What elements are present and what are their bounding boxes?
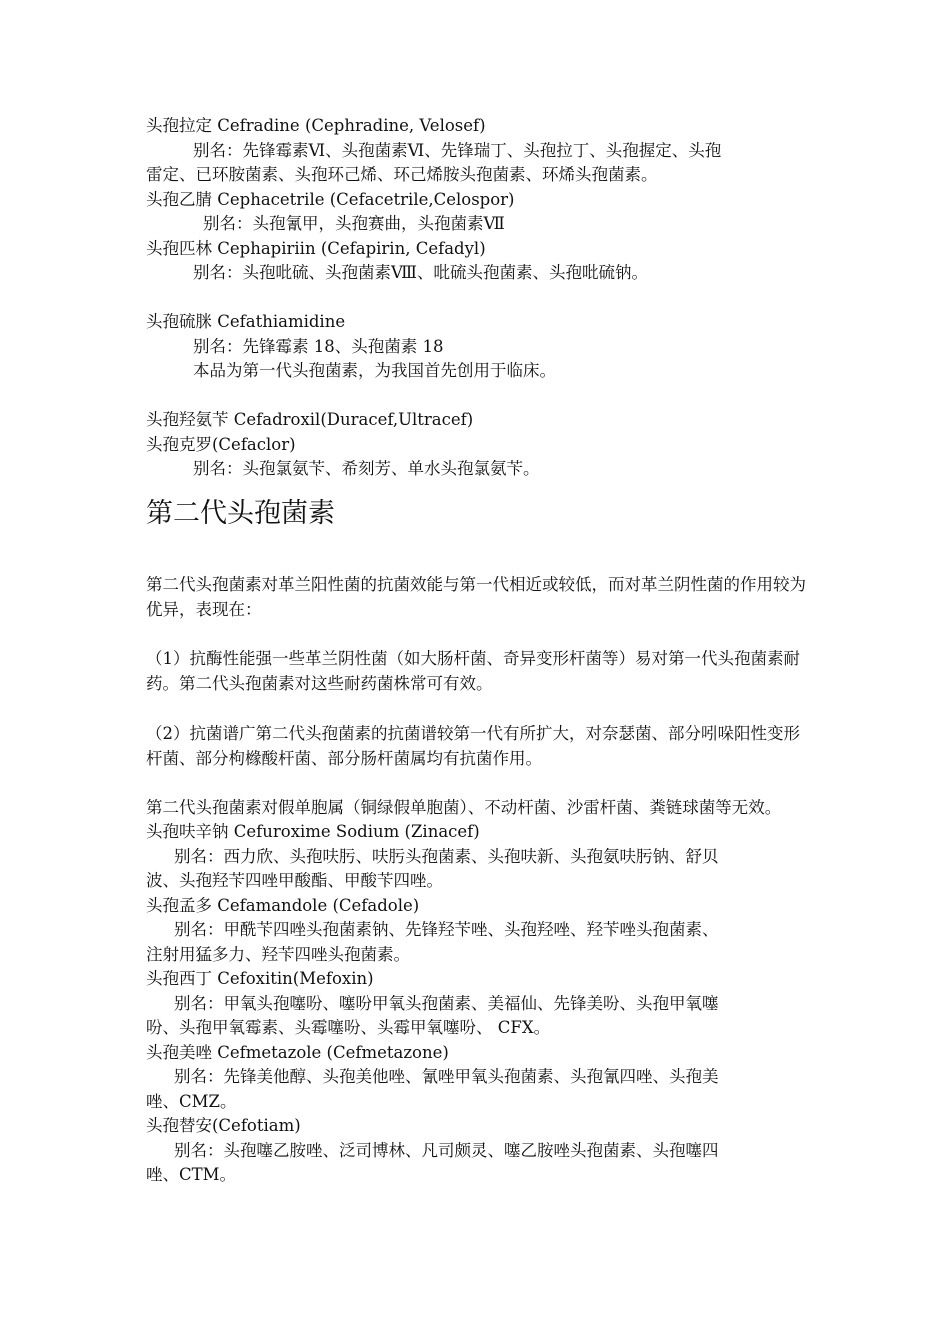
drug-title-cefradine: 头孢拉定 Cefradine (Cephradine, Velosef)	[146, 116, 486, 135]
alias-line: 别名：西力欣、头孢呋肟、呋肟头孢菌素、头孢呋新、头孢氨呋肟钠、舒贝	[174, 846, 719, 866]
drug-title-cefoxitin: 头孢西丁 Cefoxitin(Mefoxin)	[146, 969, 374, 988]
drug-title-cefathiamidine: 头孢硫脒 Cefathiamidine	[146, 312, 346, 331]
blank-line	[146, 771, 811, 796]
alias-line-continued: 唑、CMZ。	[146, 1091, 237, 1111]
body-paragraph: 第二代头孢菌素对革兰阳性菌的抗菌效能与第一代相近或较低，而对革兰阴性菌的作用较为优异，表现在：	[146, 574, 806, 619]
body-paragraph: （2）抗菌谱广第二代头孢菌素的抗菌谱较第一代有所扩大，对奈瑟菌、部分吲哚阳性变形杆菌、部分枸橼酸杆菌、部分肠杆菌属均有抗菌作用。	[146, 723, 800, 768]
blank-line	[146, 384, 811, 409]
alias-line: 别名：先锋霉素Ⅵ、头孢菌素Ⅵ、先锋瑞丁、头孢拉丁、头孢握定、头孢	[193, 140, 722, 160]
drug-title-cephacetrile: 头孢乙腈 Cephacetrile (Cefacetrile,Celospor)	[146, 189, 515, 209]
drug-title-cefamandole: 头孢孟多 Cefamandole (Cefadole)	[146, 895, 420, 915]
blank-line	[146, 286, 811, 311]
body-paragraph: 第二代头孢菌素对假单胞属（铜绿假单胞菌）、不动杆菌、沙雷杆菌、粪链球菌等无效。	[146, 798, 782, 817]
alias-line-continued: 唑、CTM。	[146, 1165, 237, 1184]
alias-line-continued: 吩、头孢甲氧霉素、头霉噻吩、头霉甲氧噻吩、 CFX。	[146, 1018, 551, 1037]
alias-line: 别名：先锋美他醇、头孢美他唑、氰唑甲氧头孢菌素、头孢氰四唑、头孢美	[174, 1067, 719, 1086]
drug-title-cefuroxime: 头孢呋辛钠 Cefuroxime Sodium (Zinacef)	[146, 822, 480, 841]
alias-line: 别名：头孢噻乙胺唑、泛司博林、凡司颇灵、噻乙胺唑头孢菌素、头孢噻四	[174, 1140, 719, 1160]
section-heading: 第二代头孢菌素	[146, 497, 335, 529]
blank-line	[146, 622, 811, 647]
drug-title-cefmetazole: 头孢美唑 Cefmetazole (Cefmetazone)	[146, 1042, 449, 1062]
alias-line: 别名：甲氧头孢噻吩、噻吩甲氧头孢菌素、美福仙、先锋美吩、头孢甲氧噻	[174, 993, 719, 1013]
alias-line: 别名：先锋霉素 18、头孢菌素 18	[193, 336, 444, 356]
alias-line: 别名：头孢氰甲，头孢赛曲，头孢菌素Ⅶ	[203, 214, 505, 233]
drug-title-cephapirin: 头孢匹林 Cephapiriin (Cefapirin, Cefadyl)	[146, 238, 486, 258]
alias-line-continued: 注射用猛多力、羟苄四唑头孢菌素。	[146, 944, 410, 964]
alias-line-continued: 波、头孢羟苄四唑甲酸酯、甲酸苄四唑。	[146, 871, 443, 890]
drug-title-cefaclor: 头孢克罗(Cefaclor)	[146, 434, 296, 454]
alias-line-continued: 雷定、已环胺菌素、头孢环己烯、环己烯胺头孢菌素、环烯头孢菌素。	[146, 165, 658, 184]
note-line: 本品为第一代头孢菌素，为我国首先创用于临床。	[193, 361, 556, 380]
alias-line: 别名：甲酰苄四唑头孢菌素钠、先锋羟苄唑、头孢羟唑、羟苄唑头孢菌素、	[174, 920, 719, 939]
drug-title-cefadroxil: 头孢羟氨苄 Cefadroxil(Duracef,Ultracef)	[146, 410, 474, 429]
document-page	[146, 114, 811, 1188]
drug-title-cefotiam: 头孢替安(Cefotiam)	[146, 1116, 301, 1135]
blank-line	[146, 696, 811, 721]
alias-line: 别名：头孢吡硫、头孢菌素Ⅷ、吡硫头孢菌素、头孢吡硫钠。	[193, 263, 648, 282]
alias-line: 别名：头孢氯氨苄、希刻芳、单水头孢氯氨苄。	[193, 459, 540, 478]
body-paragraph: （1）抗酶性能强一些革兰阴性菌（如大肠杆菌、奇异变形杆菌等）易对第一代头孢菌素耐药。第二代头孢菌素对这些耐药菌株常可有效。	[146, 649, 800, 693]
